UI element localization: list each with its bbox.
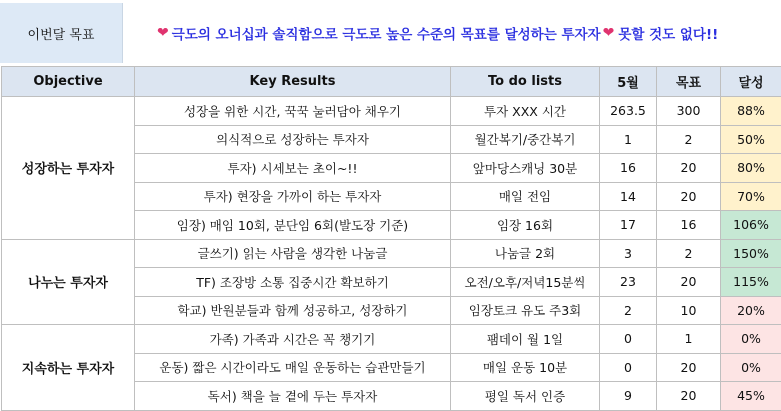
may-value-cell: 263.5 xyxy=(600,97,657,126)
monthly-goal-label: 이번달 목표 xyxy=(0,3,123,63)
todo-cell: 매일 전임 xyxy=(451,182,600,211)
achievement-cell: 106% xyxy=(721,211,781,240)
table-header-row xyxy=(2,67,781,97)
achievement-cell: 20% xyxy=(721,296,781,325)
may-value-cell: 3 xyxy=(600,239,657,268)
key-result-cell: 운동) 짧은 시간이라도 매일 운동하는 습관만들기 xyxy=(135,353,451,382)
key-result-cell: 성장을 위한 시간, 꾹꾹 눌러담아 채우기 xyxy=(135,97,451,126)
achievement-cell: 80% xyxy=(721,154,781,183)
achievement-cell: 45% xyxy=(721,382,781,411)
header-may: 5월 xyxy=(600,67,657,97)
may-value-cell: 0 xyxy=(600,325,657,354)
may-value-cell: 17 xyxy=(600,211,657,240)
achievement-cell: 50% xyxy=(721,125,781,154)
achievement-cell: 115% xyxy=(721,268,781,297)
key-result-cell: TF) 조장방 소통 집중시간 확보하기 xyxy=(135,268,451,297)
goal-value-cell: 300 xyxy=(657,97,721,126)
may-value-cell: 0 xyxy=(600,353,657,382)
todo-cell: 팸데이 월 1일 xyxy=(451,325,600,354)
table-row xyxy=(2,325,781,354)
monthly-goal-statement xyxy=(123,3,781,63)
may-value-cell: 23 xyxy=(600,268,657,297)
todo-cell: 월간복기/중간복기 xyxy=(451,125,600,154)
achievement-cell: 0% xyxy=(721,325,781,354)
goal-value-cell: 2 xyxy=(657,125,721,154)
todo-cell: 오전/오후/저녁15분씩 xyxy=(451,268,600,297)
todo-cell: 앞마당스캐닝 30분 xyxy=(451,154,600,183)
goal-value-cell: 20 xyxy=(657,268,721,297)
may-value-cell: 16 xyxy=(600,154,657,183)
achievement-cell: 88% xyxy=(721,97,781,126)
may-value-cell: 2 xyxy=(600,296,657,325)
heart-icon: ❤ xyxy=(157,25,169,41)
todo-cell: 임장 16회 xyxy=(451,211,600,240)
achievement-cell: 0% xyxy=(721,353,781,382)
may-value-cell: 1 xyxy=(600,125,657,154)
header-objective: Objective xyxy=(2,67,135,97)
todo-cell: 평일 독서 인증 xyxy=(451,382,600,411)
header-key-results: Key Results xyxy=(135,67,451,97)
monthly-goal-banner xyxy=(0,0,781,66)
goal-value-cell: 20 xyxy=(657,154,721,183)
table-row xyxy=(2,239,781,268)
goal-text: 극도의 오너십과 솔직함으로 극도로 높은 수준의 목표를 달성하는 투자자 xyxy=(172,23,601,43)
goal-tail-text: 못할 것도 없다!! xyxy=(618,23,718,43)
key-result-cell: 가족) 가족과 시간은 꼭 챙기기 xyxy=(135,325,451,354)
goal-value-cell: 20 xyxy=(657,353,721,382)
key-result-cell: 글쓰기) 읽는 사람을 생각한 나눔글 xyxy=(135,239,451,268)
heart-icon: ❤ xyxy=(603,25,615,41)
may-value-cell: 14 xyxy=(600,182,657,211)
table-row xyxy=(2,97,781,126)
goal-value-cell: 20 xyxy=(657,382,721,411)
goal-value-cell: 10 xyxy=(657,296,721,325)
goal-value-cell: 20 xyxy=(657,182,721,211)
achievement-cell: 70% xyxy=(721,182,781,211)
may-value-cell: 9 xyxy=(600,382,657,411)
goal-value-cell: 1 xyxy=(657,325,721,354)
key-result-cell: 투자) 현장을 가까이 하는 투자자 xyxy=(135,182,451,211)
achievement-cell: 150% xyxy=(721,239,781,268)
todo-cell: 나눔글 2회 xyxy=(451,239,600,268)
goal-value-cell: 16 xyxy=(657,211,721,240)
key-result-cell: 학교) 반원분들과 함께 성공하고, 성장하기 xyxy=(135,296,451,325)
key-result-cell: 임장) 매임 10회, 분단임 6회(발도장 기준) xyxy=(135,211,451,240)
header-todo: To do lists xyxy=(451,67,600,97)
todo-cell: 매일 운동 10분 xyxy=(451,353,600,382)
header-achievement: 달성 xyxy=(721,67,781,97)
key-result-cell: 의식적으로 성장하는 투자자 xyxy=(135,125,451,154)
key-result-cell: 투자) 시세보는 초이~!! xyxy=(135,154,451,183)
objective-cell: 성장하는 투자자 xyxy=(2,97,135,240)
goal-value-cell: 2 xyxy=(657,239,721,268)
todo-cell: 투자 XXX 시간 xyxy=(451,97,600,126)
okr-table xyxy=(1,66,781,411)
objective-cell: 나누는 투자자 xyxy=(2,239,135,325)
objective-cell: 지속하는 투자자 xyxy=(2,325,135,411)
key-result-cell: 독서) 책을 늘 곁에 두는 투자자 xyxy=(135,382,451,411)
todo-cell: 임장토크 유도 주3회 xyxy=(451,296,600,325)
header-goal: 목표 xyxy=(657,67,721,97)
